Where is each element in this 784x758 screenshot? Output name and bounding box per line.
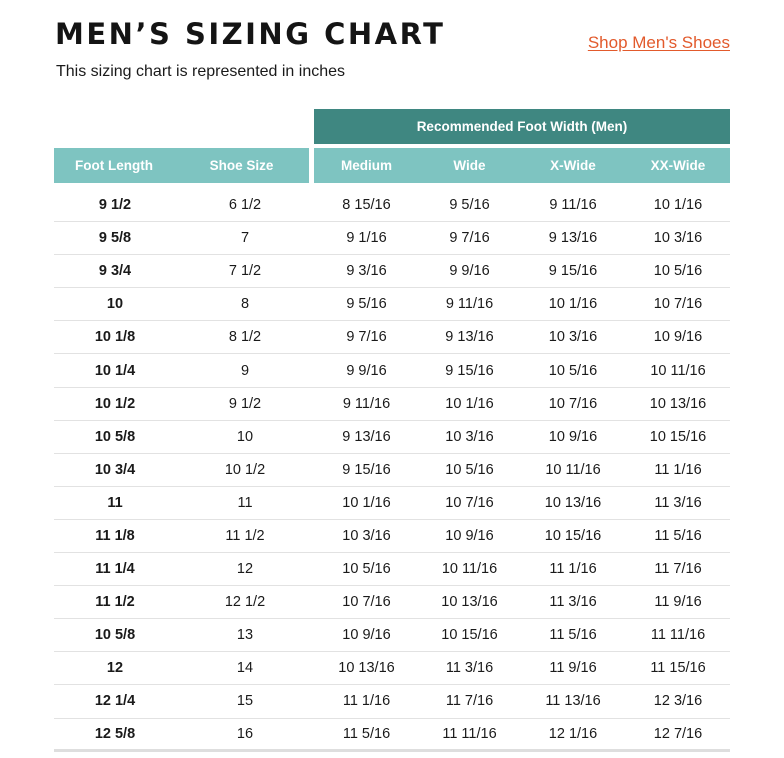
wide-width-cell: 11 11/16 — [442, 725, 497, 742]
xx-wide-width-cell: 11 15/16 — [650, 660, 706, 677]
x-wide-width-cell: 11 5/16 — [549, 627, 597, 644]
table-row — [54, 388, 730, 421]
medium-width-cell: 11 1/16 — [342, 693, 391, 710]
x-wide-width-cell: 11 1/16 — [549, 561, 597, 578]
shoe-size-cell: 8 — [240, 296, 250, 313]
shoe-size-cell: 11 1/2 — [225, 527, 265, 544]
xx-wide-width-cell: 10 1/16 — [653, 197, 703, 214]
shoe-size-cell: 11 — [237, 494, 253, 511]
xx-wide-width-cell: 12 3/16 — [653, 693, 703, 710]
x-wide-width-cell: 9 11/16 — [549, 197, 597, 214]
wide-width-cell: 11 7/16 — [445, 693, 494, 710]
x-wide-width-cell: 11 9/16 — [549, 660, 597, 677]
table-row — [54, 652, 730, 685]
xx-wide-width-cell: 10 5/16 — [653, 263, 703, 280]
x-wide-width-cell: 9 13/16 — [548, 230, 598, 247]
foot-length-cell: 11 1/2 — [95, 594, 135, 611]
column-header-x-wide: X-Wide — [550, 158, 596, 173]
x-wide-width-cell: 10 15/16 — [544, 527, 602, 544]
column-header-xx-wide: XX-Wide — [650, 158, 706, 173]
shoe-size-cell: 6 1/2 — [228, 197, 262, 214]
xx-wide-width-cell: 10 13/16 — [649, 395, 707, 412]
x-wide-width-cell: 10 5/16 — [548, 362, 598, 379]
foot-length-cell: 10 3/4 — [94, 461, 136, 478]
wide-width-cell: 10 7/16 — [445, 494, 494, 511]
wide-width-cell: 10 3/16 — [445, 428, 494, 445]
table-row — [54, 354, 730, 387]
x-wide-width-cell: 10 11/16 — [545, 461, 601, 478]
shoe-size-cell: 8 1/2 — [228, 329, 262, 346]
wide-width-cell: 10 11/16 — [441, 561, 498, 578]
medium-width-cell: 8 15/16 — [342, 197, 391, 214]
wide-width-cell: 10 5/16 — [445, 461, 494, 478]
x-wide-width-cell: 11 3/16 — [549, 594, 597, 611]
shoe-size-cell: 9 1/2 — [228, 395, 262, 412]
column-header-shoe-size: Shoe Size — [209, 158, 274, 173]
table-row — [54, 288, 730, 321]
shoe-size-cell: 12 — [236, 561, 254, 578]
foot-length-cell: 12 5/8 — [94, 725, 136, 742]
column-header-wide: Wide — [453, 158, 486, 173]
wide-width-cell: 10 13/16 — [441, 594, 498, 611]
table-row — [54, 586, 730, 619]
foot-length-cell: 12 1/4 — [94, 693, 136, 710]
column-header-medium: Medium — [340, 158, 392, 173]
foot-length-cell: 10 1/8 — [94, 329, 136, 346]
wide-width-cell: 9 13/16 — [445, 329, 494, 346]
foot-length-cell: 9 5/8 — [98, 230, 132, 247]
xx-wide-width-cell: 10 7/16 — [653, 296, 703, 313]
page-title: MEN’S SIZING CHART — [55, 17, 446, 51]
table-row — [54, 321, 730, 354]
foot-length-cell: 10 1/2 — [94, 395, 136, 412]
table-row — [54, 255, 730, 288]
medium-width-cell: 9 15/16 — [342, 461, 391, 478]
table-row — [54, 487, 730, 520]
x-wide-width-cell: 12 1/16 — [548, 725, 598, 742]
foot-length-cell: 12 — [106, 660, 124, 677]
foot-length-cell: 11 — [107, 494, 123, 511]
medium-width-cell: 10 5/16 — [342, 561, 391, 578]
x-wide-width-cell: 11 13/16 — [545, 693, 601, 710]
medium-width-cell: 9 9/16 — [346, 362, 387, 379]
shop-mens-shoes-link[interactable]: Shop Men's Shoes — [587, 33, 730, 52]
sizing-table-body — [54, 189, 730, 752]
medium-width-cell: 10 7/16 — [342, 594, 391, 611]
table-row — [54, 719, 730, 752]
shoe-size-cell: 16 — [236, 725, 254, 742]
medium-width-cell: 10 13/16 — [338, 660, 395, 677]
medium-width-cell: 9 5/16 — [346, 296, 387, 313]
shoe-size-cell: 10 1/2 — [224, 461, 266, 478]
shoe-size-cell: 10 — [236, 428, 254, 445]
medium-width-cell: 9 11/16 — [342, 395, 391, 412]
table-row — [54, 685, 730, 718]
table-row — [54, 454, 730, 487]
shoe-size-cell: 9 — [240, 362, 250, 379]
xx-wide-width-cell: 11 11/16 — [650, 627, 706, 644]
foot-length-cell: 10 5/8 — [94, 627, 136, 644]
wide-width-cell: 10 1/16 — [445, 395, 494, 412]
foot-length-cell: 10 1/4 — [94, 362, 136, 379]
xx-wide-width-cell: 10 9/16 — [653, 329, 703, 346]
x-wide-width-cell: 10 13/16 — [544, 494, 602, 511]
column-header-right — [314, 148, 730, 183]
medium-width-cell: 9 7/16 — [346, 329, 387, 346]
x-wide-width-cell: 10 1/16 — [548, 296, 598, 313]
xx-wide-width-cell: 11 3/16 — [654, 494, 702, 511]
medium-width-cell: 10 9/16 — [342, 627, 391, 644]
table-row — [54, 189, 730, 222]
foot-length-cell: 9 3/4 — [98, 263, 132, 280]
table-row — [54, 421, 730, 454]
column-header-left — [54, 148, 309, 183]
foot-length-cell: 11 1/4 — [95, 561, 135, 578]
foot-length-cell: 11 1/8 — [95, 527, 135, 544]
table-row — [54, 553, 730, 586]
page-subtitle: This sizing chart is represented in inches — [56, 63, 346, 80]
shoe-size-cell: 13 — [236, 627, 254, 644]
shoe-size-cell: 7 1/2 — [228, 263, 262, 280]
column-header-foot-length: Foot Length — [75, 158, 153, 173]
medium-width-cell: 10 3/16 — [342, 527, 391, 544]
x-wide-width-cell: 10 9/16 — [548, 428, 598, 445]
medium-width-cell: 11 5/16 — [342, 725, 391, 742]
medium-width-cell: 9 3/16 — [346, 263, 387, 280]
foot-width-group-header: Recommended Foot Width (Men) — [314, 109, 730, 144]
shoe-size-cell: 14 — [236, 660, 254, 677]
wide-width-cell: 9 5/16 — [449, 197, 490, 214]
table-row — [54, 520, 730, 553]
foot-length-cell: 10 — [106, 296, 124, 313]
xx-wide-width-cell: 10 11/16 — [650, 362, 706, 379]
medium-width-cell: 9 13/16 — [342, 428, 391, 445]
xx-wide-width-cell: 11 5/16 — [654, 527, 702, 544]
xx-wide-width-cell: 11 9/16 — [654, 594, 702, 611]
xx-wide-width-cell: 11 7/16 — [654, 561, 702, 578]
table-row — [54, 619, 730, 652]
foot-length-cell: 10 5/8 — [94, 428, 136, 445]
wide-width-cell: 9 11/16 — [445, 296, 494, 313]
wide-width-cell: 11 3/16 — [445, 660, 494, 677]
medium-width-cell: 10 1/16 — [342, 494, 391, 511]
shoe-size-cell: 7 — [240, 230, 250, 247]
wide-width-cell: 10 9/16 — [445, 527, 494, 544]
wide-width-cell: 9 9/16 — [449, 263, 490, 280]
x-wide-width-cell: 9 15/16 — [548, 263, 598, 280]
foot-length-cell: 9 1/2 — [98, 197, 132, 214]
xx-wide-width-cell: 12 7/16 — [653, 725, 703, 742]
wide-width-cell: 10 15/16 — [441, 627, 498, 644]
shoe-size-cell: 12 1/2 — [224, 594, 266, 611]
wide-width-cell: 9 7/16 — [449, 230, 490, 247]
x-wide-width-cell: 10 7/16 — [548, 395, 598, 412]
wide-width-cell: 9 15/16 — [445, 362, 494, 379]
xx-wide-width-cell: 10 15/16 — [649, 428, 707, 445]
shoe-size-cell: 15 — [236, 693, 254, 710]
xx-wide-width-cell: 11 1/16 — [654, 461, 702, 478]
table-row — [54, 222, 730, 255]
xx-wide-width-cell: 10 3/16 — [653, 230, 703, 247]
x-wide-width-cell: 10 3/16 — [548, 329, 598, 346]
medium-width-cell: 9 1/16 — [346, 230, 387, 247]
